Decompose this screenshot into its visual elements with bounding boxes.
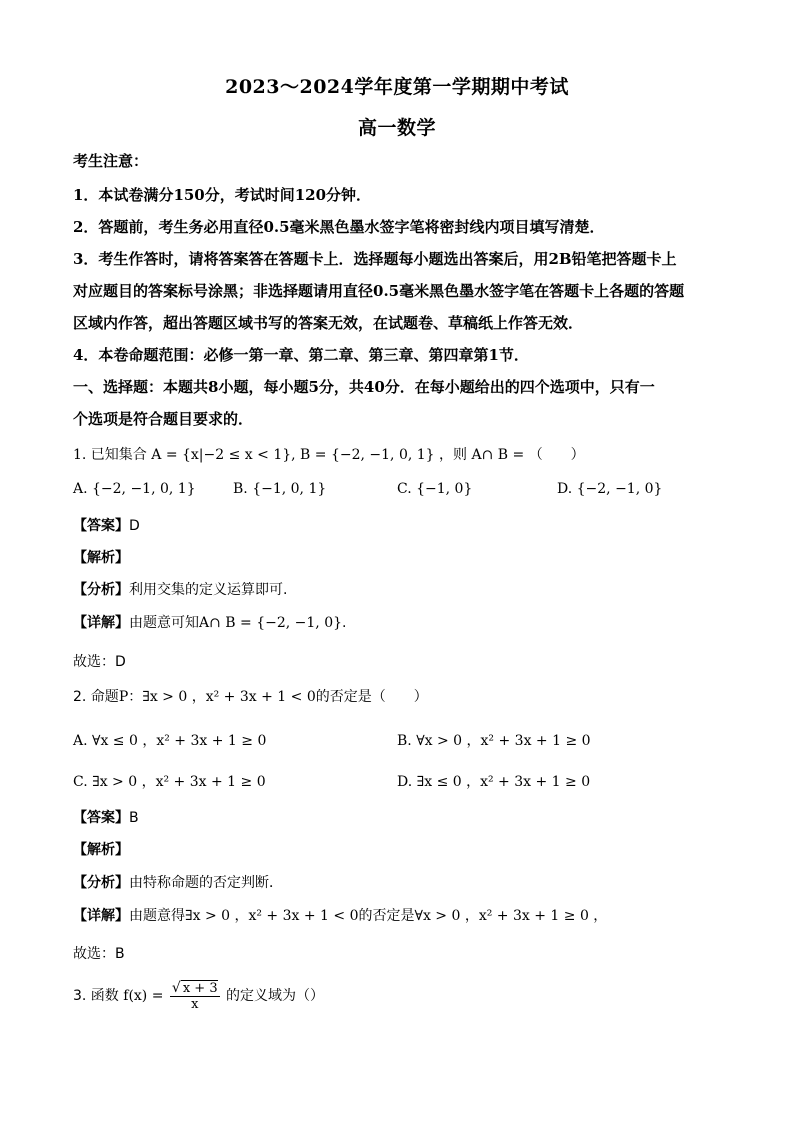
notice-item-3-cont-1: 对应题目的答案标号涂黑；非选择题请用直径0.5毫米黑色墨水签字笔在答题卡上各题的答题 bbox=[73, 282, 685, 300]
notice-item-1: 1．本试卷满分150分，考试时间120分钟． bbox=[73, 186, 372, 204]
q1-paren: （ ） bbox=[528, 447, 585, 463]
q1-stem-prefix: 1. 已知集合 bbox=[73, 447, 147, 463]
q2-option-c: C. ∃x > 0 ，x² + 3x + 1 ≥ 0 bbox=[73, 774, 266, 790]
q1-fenxi-label: 【分析】 bbox=[73, 582, 129, 598]
q1-fenxi-text: 利用交集的定义运算即可. bbox=[129, 582, 288, 598]
q2-answer-value: B bbox=[129, 810, 139, 826]
q3-stem-suffix: 的定义域为（） bbox=[226, 988, 325, 1004]
q3-fx: f(x) = bbox=[123, 988, 164, 1004]
notice-item-2: 2．答题前，考生务必用直径0.5毫米黑色墨水签字笔将密封线内项目填写清楚． bbox=[73, 218, 605, 236]
notice-item-4: 4．本卷命题范围：必修一第一章、第二章、第三章、第四章第1节． bbox=[73, 346, 529, 364]
q1-answer bbox=[73, 515, 723, 535]
q2-analysis-label: 【解析】 bbox=[73, 842, 129, 858]
q1-fenxi bbox=[73, 579, 723, 599]
q1-detail-math: A∩ B = {−2, −1, 0} bbox=[199, 615, 343, 631]
q2-fenxi-label: 【分析】 bbox=[73, 875, 129, 891]
q1-stem-suffix: ，则 bbox=[439, 447, 468, 463]
q2-fenxi bbox=[73, 872, 723, 892]
q1-expression: A∩ B = bbox=[471, 447, 525, 463]
notice-item-3: 3．考生作答时，请将答案答在答题卡上．选择题每小题选出答案后，用2B铅笔把答题卡上 bbox=[73, 250, 677, 268]
q1-detail-suffix: . bbox=[342, 615, 347, 631]
q1-analysis bbox=[73, 547, 723, 567]
q1-option-c: C. {−1, 0} bbox=[397, 481, 473, 497]
notice-heading: 考生注意： bbox=[73, 152, 149, 170]
section-heading-line2: 个选项是符合题目要求的． bbox=[73, 410, 254, 428]
q2-stem-mid: ：∃x > 0 ，x² + 3x + 1 < 0 bbox=[128, 689, 316, 705]
q2-option-d: D. ∃x ≤ 0 ，x² + 3x + 1 ≥ 0 bbox=[397, 774, 591, 790]
q2-answer-label: 【答案】 bbox=[73, 810, 129, 826]
notice-item-3-cont-2: 区域内作答，超出答题区域书写的答案无效，在试题卷、草稿纸上作答无效． bbox=[73, 314, 584, 332]
q2-answer bbox=[73, 807, 723, 827]
q1-stem bbox=[73, 444, 723, 464]
exam-subtitle: 高一数学 bbox=[357, 117, 436, 139]
sqrt-icon: √ bbox=[171, 980, 181, 996]
exam-title: 2023～2024学年度第一学期期中考试 bbox=[225, 76, 569, 98]
q3-stem-prefix: 3. 函数 bbox=[73, 988, 119, 1004]
q2-choose: 故选：B bbox=[73, 946, 125, 962]
q2-fenxi-text: 由特称命题的否定判断． bbox=[129, 875, 283, 891]
q2-stem-suffix: 的否定是（ ） bbox=[315, 689, 428, 705]
q1-sets: A = {x|−2 ≤ x < 1}, B = {−2, −1, 0, 1} bbox=[151, 447, 435, 463]
q3-numerator bbox=[170, 980, 220, 997]
q1-choose: 故选：D bbox=[73, 654, 126, 670]
q1-answer-value: D bbox=[129, 518, 140, 534]
q1-option-a: A. {−2, −1, 0, 1} bbox=[73, 481, 196, 497]
q1-analysis-label: 【解析】 bbox=[73, 550, 129, 566]
q1-option-b: B. {−1, 0, 1} bbox=[233, 481, 327, 497]
q2-stem-prefix: 2. 命题 bbox=[73, 689, 119, 705]
q1-detail bbox=[73, 612, 723, 632]
q2-option-a: A. ∀x ≤ 0 ，x² + 3x + 1 ≥ 0 bbox=[73, 733, 267, 749]
q3-stem bbox=[73, 980, 723, 1012]
q2-p: P bbox=[118, 689, 129, 705]
q1-detail-prefix: 由题意可知 bbox=[129, 615, 199, 631]
q2-detail-text: 由题意得∃x > 0 ，x² + 3x + 1 < 0的否定是∀x > 0 ，x² + 3x + 1 ≥ 0 ， bbox=[129, 908, 608, 924]
q1-option-d: D. {−2, −1, 0} bbox=[557, 481, 663, 497]
q3-radicand: x + 3 bbox=[182, 981, 218, 996]
q3-fraction bbox=[170, 980, 220, 1012]
section-heading-line1: 一、选择题：本题共8小题，每小题5分，共40分．在每小题给出的四个选项中，只有一 bbox=[73, 378, 655, 396]
q2-detail-label: 【详解】 bbox=[73, 908, 129, 924]
q3-denominator: x bbox=[191, 997, 199, 1012]
q1-answer-label: 【答案】 bbox=[73, 518, 129, 534]
q2-detail bbox=[73, 905, 723, 925]
q2-analysis bbox=[73, 839, 723, 859]
q2-stem bbox=[73, 686, 723, 706]
q1-detail-label: 【详解】 bbox=[73, 615, 129, 631]
q2-option-b: B. ∀x > 0 ，x² + 3x + 1 ≥ 0 bbox=[397, 733, 591, 749]
